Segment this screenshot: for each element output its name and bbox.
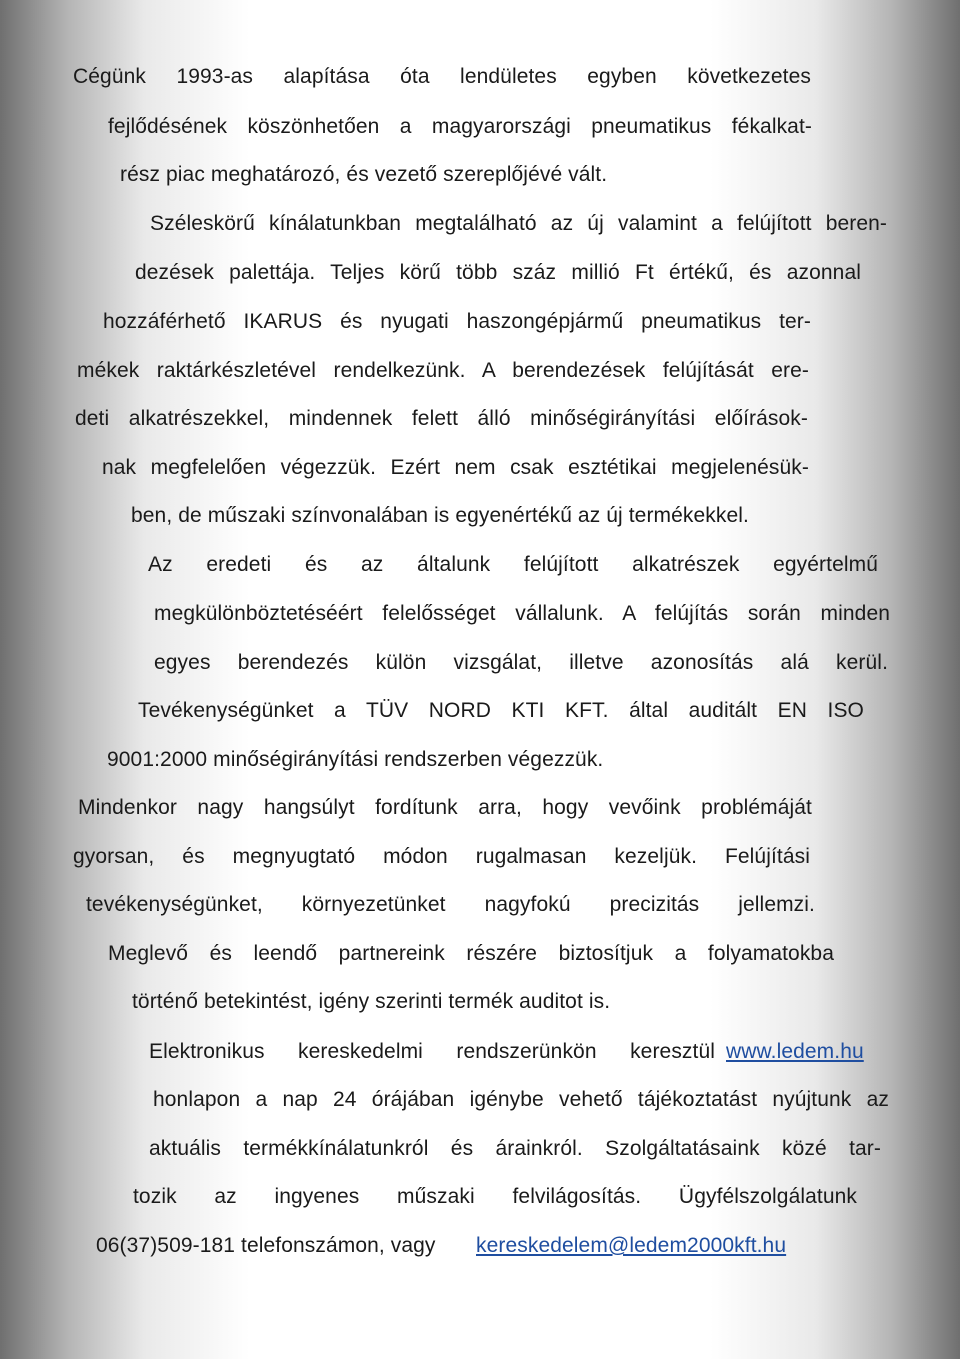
text-line: történő betekintést, igény szerinti termék auditot is. xyxy=(132,990,611,1013)
text-line: aktuális termékkínálatunkról és árainkról. Szolgáltatásaink közé tar- xyxy=(149,1137,881,1160)
text-line: Mindenkor nagy hangsúlyt fordítunk arra, hogy vevőink problémáját xyxy=(78,796,812,819)
text-line: Tevékenységünket a TÜV NORD KTI KFT. által auditált EN ISO xyxy=(138,699,864,722)
text-line: gyorsan, és megnyugtató módon rugalmasan kezeljük. Felújítási xyxy=(73,845,810,868)
text-line: Az eredeti és az általunk felújított alkatrészek egyértelmű xyxy=(148,553,878,576)
text-line: Széleskörű kínálatunkban megtalálható az új valamint a felújított beren- xyxy=(150,212,887,235)
text-line: deti alkatrészekkel, mindennek felett álló minőségirányítási előírások- xyxy=(75,407,808,430)
text-line: tevékenységünket, környezetünket nagyfokú precizitás jellemzi. xyxy=(86,893,815,916)
text-line: hozzáférhető IKARUS és nyugati haszongépjármű pneumatikus ter- xyxy=(103,310,811,333)
text-line: dezések palettája. Teljes körű több száz millió Ft értékű, és azonnal xyxy=(135,261,861,284)
text-line: mékek raktárkészletével rendelkezünk. A berendezések felújítását ere- xyxy=(77,359,809,382)
text-line: megkülönböztetéséért felelősséget vállalunk. A felújítás során minden xyxy=(154,602,890,625)
website-link[interactable]: www.ledem.hu xyxy=(726,1040,864,1063)
text-line: tozik az ingyenes műszaki felvilágosítás. Ügyfélszolgálatunk xyxy=(133,1185,857,1208)
email-link[interactable]: kereskedelem@ledem2000kft.hu xyxy=(476,1234,787,1257)
text-line: ben, de műszaki színvonalában is egyenértékű az új termékekkel. xyxy=(131,504,749,527)
text-line: rész piac meghatározó, és vezető szereplőjévé vált. xyxy=(120,163,608,186)
text-line: Meglevő és leendő partnereink részére biztosítjuk a folyamatokba xyxy=(108,942,834,965)
text-line: Cégünk 1993-as alapítása óta lendületes egyben következetes xyxy=(73,65,811,88)
text-line: fejlődésének köszönhetően a magyarországi pneumatikus fékalkat- xyxy=(108,115,812,138)
text-line: 9001:2000 minőségirányítási rendszerben végezzük. xyxy=(107,748,604,771)
text-line: nak megfelelően végezzük. Ezért nem csak esztétikai megjelenésük- xyxy=(102,456,809,479)
text-line: honlapon a nap 24 órájában igénybe vehető tájékoztatást nyújtunk az xyxy=(153,1088,889,1111)
text-line: 06(37)509-181 telefonszámon, vagy xyxy=(96,1234,436,1257)
text-line: Elektronikus kereskedelmi rendszerünkön keresztül xyxy=(149,1040,715,1063)
text-line: egyes berendezés külön vizsgálat, illetve azonosítás alá kerül. xyxy=(154,651,888,674)
